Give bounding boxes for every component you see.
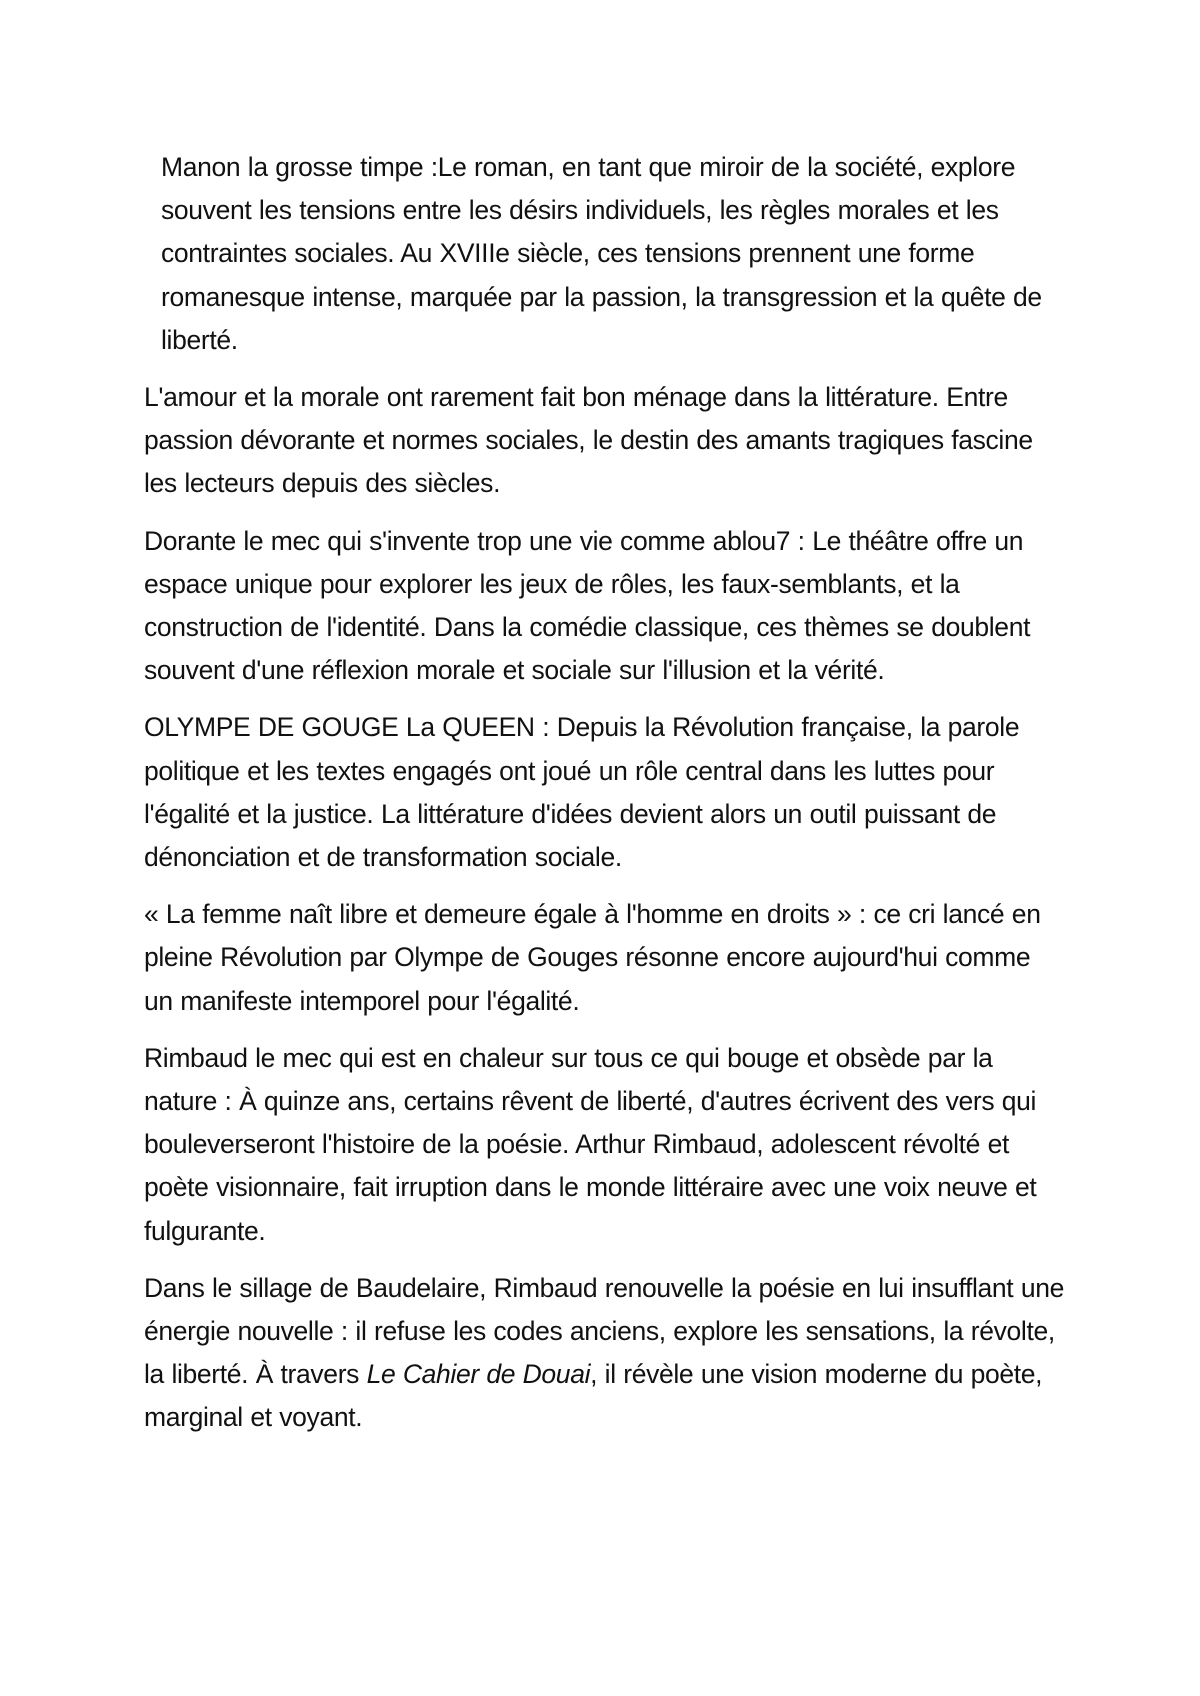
paragraph-manon: Manon la grosse timpe :Le roman, en tant que miroir de la société, explore souvent les tensions entre les désirs individuels, les règles morales et les contraintes sociales. Au XVIIIe siècle, ces tensions prennent une forme romanesque intense, marquée par la passion, la transgression et la quête de liberté. bbox=[161, 152, 1042, 355]
document-page bbox=[144, 146, 1064, 1454]
paragraph-olympe-de-gouges: OLYMPE DE GOUGE La QUEEN : Depuis la Révolution française, la parole politique et les textes engagés ont joué un rôle central dans les luttes pour l'égalité et la justice. La littérature d'idées devient alors un outil puissant de dénonciation et de transformation sociale. bbox=[144, 712, 1020, 873]
paragraph-text-before: Dans le sillage de Baudelaire, Rimbaud renouvelle la poésie en lui insufflant une énergie nouvelle : il refuse les codes anciens, explore les sensations, la révolte, la liberté. À travers bbox=[144, 1272, 1064, 1390]
paragraph-baudelaire-rimbaud bbox=[144, 1267, 1064, 1440]
paragraph-text-after: , il révèle une vision moderne du poète, marginal et voyant. bbox=[144, 1359, 1043, 1433]
paragraph-citation-femme: « La femme naît libre et demeure égale à l'homme en droits » : ce cri lancé en pleine Révolution par Olympe de Gouges résonne encore aujourd'hui comme un manifeste intemporel pour l'égalité. bbox=[144, 899, 1041, 1016]
paragraph-amour-morale: L'amour et la morale ont rarement fait bon ménage dans la littérature. Entre passion dévorante et normes sociales, le destin des amants tragiques fascine les lecteurs depuis des siècles. bbox=[144, 382, 1033, 499]
paragraph-rimbaud: Rimbaud le mec qui est en chaleur sur tous ce qui bouge et obsède par la nature : À quinze ans, certains rêvent de liberté, d'autres écrivent des vers qui bouleverseront l'histoire de la poésie. Arthur Rimbaud, adolescent révolté et poète visionnaire, fait irruption dans le monde littéraire avec une voix neuve et fulgurante. bbox=[144, 1042, 1037, 1246]
book-title: Le Cahier de Douai bbox=[366, 1359, 591, 1390]
paragraph-dorante: Dorante le mec qui s'invente trop une vie comme ablou7 : Le théâtre offre un espace unique pour explorer les jeux de rôles, les faux-semblants, et la construction de l'identité. Dans la comédie classique, ces thèmes se doublent souvent d'une réflexion morale et sociale sur l'illusion et la vérité. bbox=[144, 525, 1031, 686]
